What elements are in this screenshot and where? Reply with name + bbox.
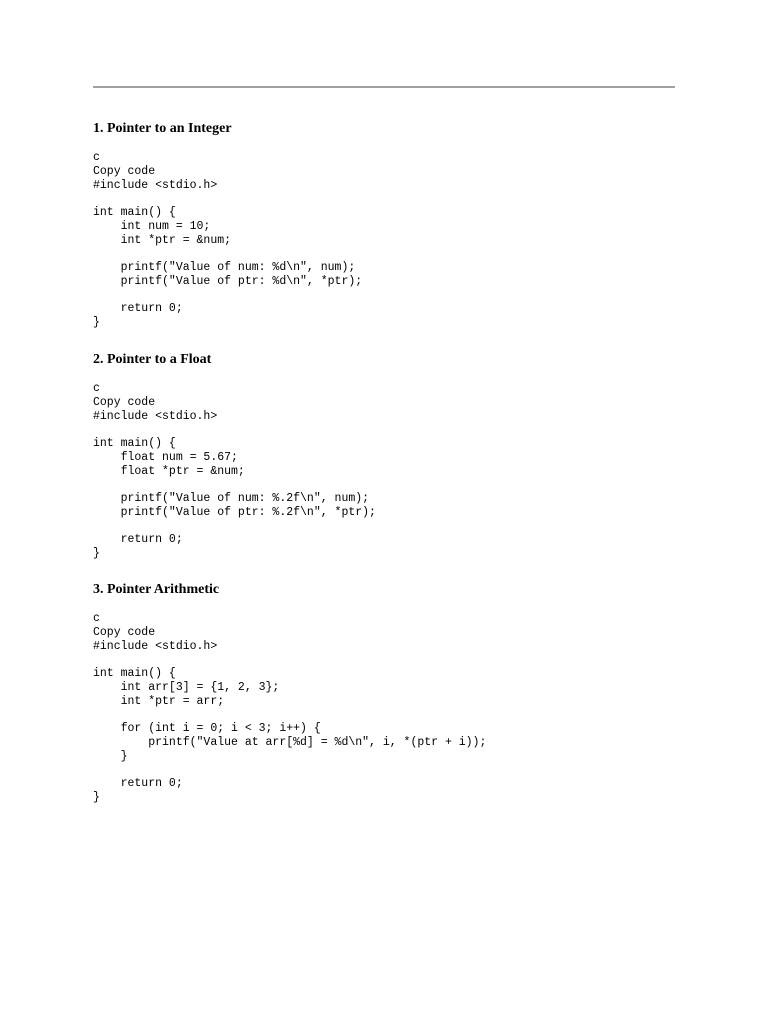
code-line: int arr[3] = {1, 2, 3};	[93, 680, 280, 694]
horizontal-rule	[93, 86, 675, 88]
code-line	[93, 708, 675, 722]
code-line	[93, 478, 675, 492]
code-line: printf("Value of num: %d\n", num);	[93, 261, 356, 274]
code-line	[93, 423, 675, 437]
code-line: }	[93, 749, 128, 763]
code-line: }	[93, 547, 100, 560]
code-line: printf("Value of ptr: %d\n", *ptr);	[93, 274, 363, 288]
code-line: #include <stdio.h>	[93, 639, 218, 653]
code-block	[93, 382, 675, 561]
code-line: int num = 10;	[93, 219, 211, 233]
code-line: int main() {	[93, 667, 176, 680]
code-line	[93, 247, 675, 261]
copy-code-label[interactable]: Copy code	[93, 395, 156, 409]
code-line: int main() {	[93, 206, 176, 219]
section-heading: 2. Pointer to a Float	[93, 352, 212, 367]
code-block	[93, 612, 675, 805]
section-heading: 3. Pointer Arithmetic	[93, 582, 220, 597]
code-language-label: c	[93, 151, 100, 164]
section-heading: 1. Pointer to an Integer	[93, 121, 232, 136]
section-pointer-to-integer	[93, 120, 675, 330]
code-line: return 0;	[93, 777, 183, 790]
code-line	[93, 763, 675, 777]
code-language-label: c	[93, 382, 100, 395]
section-pointer-arithmetic	[93, 581, 675, 805]
copy-code-label[interactable]: Copy code	[93, 164, 156, 178]
copy-code-label[interactable]: Copy code	[93, 625, 156, 639]
code-line: printf("Value of ptr: %.2f\n", *ptr);	[93, 505, 376, 519]
code-block	[93, 151, 675, 330]
code-line: }	[93, 316, 100, 329]
code-line: printf("Value of num: %.2f\n", num);	[93, 492, 370, 505]
code-line: printf("Value at arr[%d] = %d\n", i, *(ptr + i));	[93, 735, 487, 749]
code-line: float *ptr = &num;	[93, 464, 245, 478]
code-line: for (int i = 0; i < 3; i++) {	[93, 722, 321, 735]
code-line	[93, 520, 675, 534]
code-line: int *ptr = &num;	[93, 233, 232, 247]
code-line: }	[93, 790, 100, 804]
code-line	[93, 289, 675, 303]
code-language-label: c	[93, 612, 100, 625]
code-line: float num = 5.67;	[93, 450, 238, 464]
code-line: #include <stdio.h>	[93, 178, 218, 192]
code-line: return 0;	[93, 533, 183, 547]
code-line: int main() {	[93, 437, 176, 450]
section-pointer-to-float	[93, 351, 675, 561]
code-line	[93, 192, 675, 206]
code-line: return 0;	[93, 302, 183, 316]
code-line: int *ptr = arr;	[93, 694, 225, 708]
code-line: #include <stdio.h>	[93, 409, 218, 423]
code-line	[93, 653, 675, 667]
